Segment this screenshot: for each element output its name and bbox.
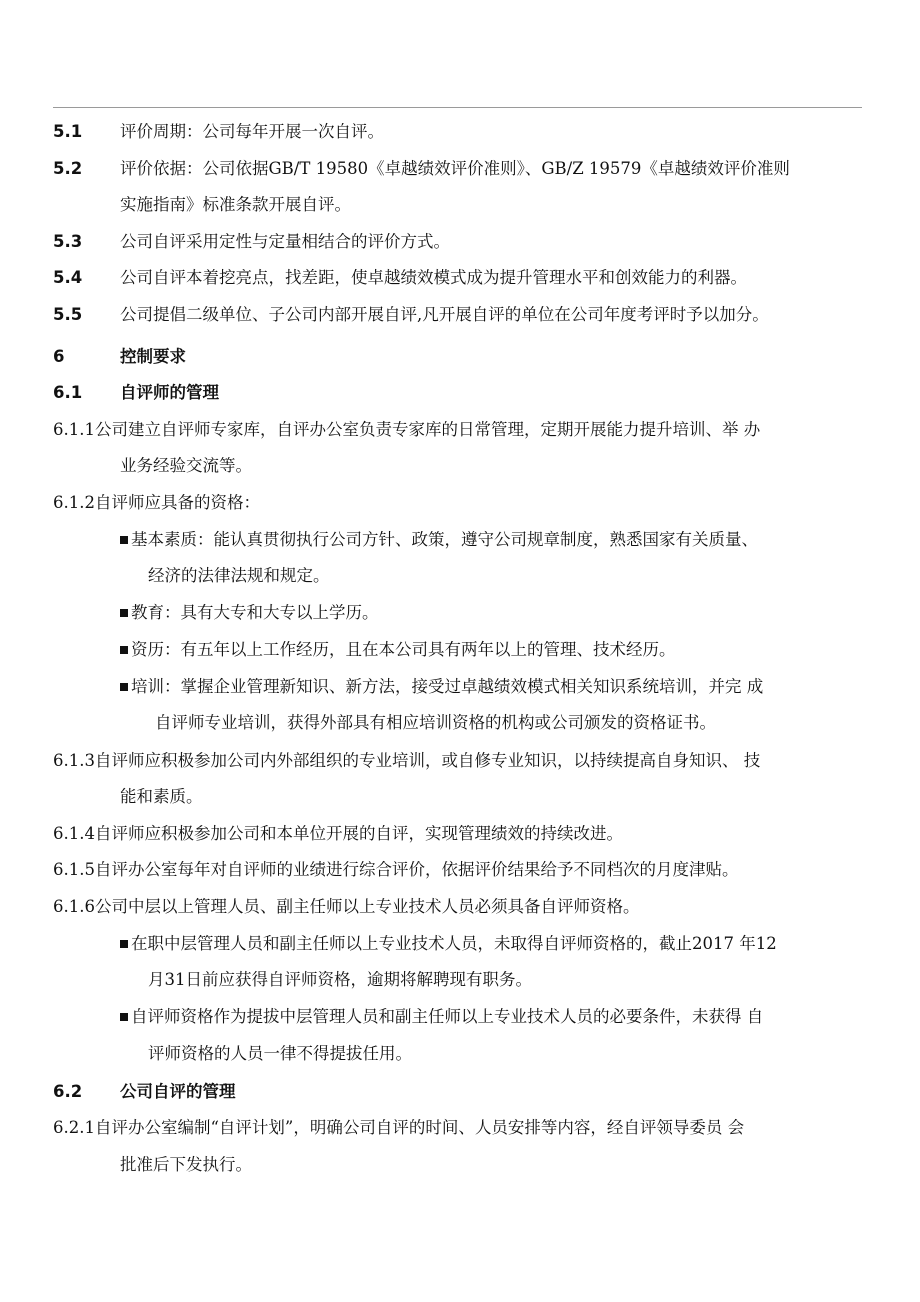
para-text: 6.2.1自评办公室编制“自评计划”，明确公司自评的时间、人员安排等内容，经自评领导委员 会 [53, 1118, 745, 1137]
bullet-text: 经济的法律法规和规定。 [148, 566, 330, 585]
para-text: 6.1.5自评办公室每年对自评师的业绩进行综合评价，依据评价结果给予不同档次的月度津贴。 [53, 860, 739, 879]
item-text: 实施指南》标准条款开展自评。 [120, 195, 351, 214]
bullet-text: 自评师资格作为提拔中层管理人员和副主任师以上专业技术人员的必要条件，未获得 自 [131, 1007, 764, 1026]
bullet-square-icon [120, 536, 128, 544]
item-text: 公司自评采用定性与定量相结合的评价方式。 [120, 232, 450, 251]
bullet-square-icon [120, 683, 128, 691]
para-text: 能和素质。 [120, 787, 203, 806]
item-text: 公司提倡二级单位、子公司内部开展自评,凡开展自评的单位在公司年度考评时予以加分。 [120, 305, 769, 324]
item-text: 评价依据：公司依据GB/T 19580《卓越绩效评价准则》、GB/Z 19579《卓越绩效评价准则 [120, 159, 790, 178]
bullet-text: 教育：具有大专和大专以上学历。 [131, 603, 379, 622]
bullet-text: 培训：掌握企业管理新知识、新方法，接受过卓越绩效模式相关知识系统培训，并完 成 [131, 677, 764, 696]
para-text: 批准后下发执行。 [120, 1155, 252, 1174]
bullet-square-icon [120, 1013, 128, 1021]
section-number: 6.1 [53, 383, 83, 402]
bullet-square-icon [120, 646, 128, 654]
bullet-text: 资历：有五年以上工作经历，且在本公司具有两年以上的管理、技术经历。 [131, 640, 676, 659]
section-number: 6 [53, 347, 65, 366]
item-number: 5.1 [53, 122, 83, 141]
bullet-square-icon [120, 940, 128, 948]
bullet-text: 月31日前应获得自评师资格，逾期将解聘现有职务。 [148, 970, 532, 989]
bullet-square-icon [120, 609, 128, 617]
bullet-text: 自评师专业培训，获得外部具有相应培训资格的机构或公司颁发的资格证书。 [155, 713, 716, 732]
item-number: 5.2 [53, 159, 83, 178]
section-title: 公司自评的管理 [120, 1082, 236, 1101]
para-text: 6.1.1公司建立自评师专家库，自评办公室负责专家库的日常管理，定期开展能力提升培训、举 办 [53, 420, 761, 439]
header-rule [53, 107, 862, 108]
para-text: 6.1.4自评师应积极参加公司和本单位开展的自评，实现管理绩效的持续改进。 [53, 824, 623, 843]
para-text: 6.1.2自评师应具备的资格： [53, 493, 260, 512]
bullet-text: 基本素质：能认真贯彻执行公司方针、政策，遵守公司规章制度，熟悉国家有关质量、 [131, 530, 758, 549]
para-text: 6.1.6公司中层以上管理人员、副主任师以上专业技术人员必须具备自评师资格。 [53, 897, 640, 916]
para-text: 6.1.3自评师应积极参加公司内外部组织的专业培训，或自修专业知识，以持续提高自身知识、 技 [53, 751, 761, 770]
item-text: 评价周期：公司每年开展一次自评。 [120, 122, 384, 141]
para-text: 业务经验交流等。 [120, 456, 252, 475]
item-text: 公司自评本着挖亮点，找差距，使卓越绩效模式成为提升管理水平和创效能力的利器。 [120, 268, 747, 287]
section-title: 自评师的管理 [120, 383, 219, 402]
section-title: 控制要求 [120, 347, 186, 366]
item-number: 5.5 [53, 305, 83, 324]
item-number: 5.3 [53, 232, 83, 251]
bullet-text: 在职中层管理人员和副主任师以上专业技术人员，未取得自评师资格的，截止2017 年12 [131, 934, 777, 953]
bullet-text: 评师资格的人员一律不得提拔任用。 [148, 1044, 412, 1063]
section-number: 6.2 [53, 1082, 83, 1101]
item-number: 5.4 [53, 268, 83, 287]
